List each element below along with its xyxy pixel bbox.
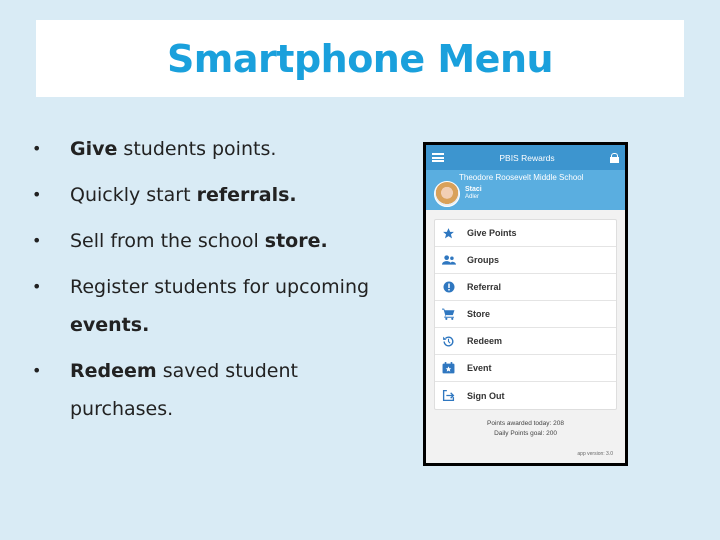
points-today: Points awarded today: 208 — [487, 420, 564, 427]
menu-item-label: Store — [467, 309, 491, 319]
menu-item-event[interactable] — [435, 355, 616, 382]
bullet-dot: • — [32, 231, 42, 250]
phone-screen — [426, 145, 625, 463]
menu-item-label: Event — [467, 363, 492, 373]
menu-item-give-points[interactable] — [435, 220, 616, 247]
bullet-list — [32, 130, 402, 436]
bullet-dot: • — [32, 185, 42, 204]
title-box — [36, 20, 684, 97]
cart-icon — [441, 307, 456, 322]
avatar — [434, 181, 460, 207]
menu-item-label: Redeem — [467, 336, 503, 346]
school-name: Theodore Roosevelt Middle School — [459, 173, 584, 182]
slide-title: Smartphone Menu — [166, 36, 554, 81]
points-stats — [426, 419, 625, 439]
bullet-dot: • — [32, 139, 42, 158]
menu-item-redeem[interactable] — [435, 328, 616, 355]
menu-item-store[interactable] — [435, 301, 616, 328]
hamburger-menu-icon[interactable] — [432, 153, 444, 162]
menu-item-label: Give Points — [467, 228, 517, 238]
event-icon — [441, 361, 456, 376]
groups-icon — [441, 253, 456, 268]
star-icon — [441, 226, 456, 241]
bullet-give-points: • Give students points. — [32, 130, 402, 168]
daily-goal: Daily Points goal: 200 — [494, 430, 557, 437]
profile-header — [426, 170, 625, 210]
menu-item-label: Referral — [467, 282, 502, 292]
app-bar — [426, 145, 625, 170]
user-last-name: Adler — [465, 194, 480, 200]
alert-icon — [441, 280, 456, 295]
user-first-name: Staci — [465, 186, 482, 193]
bullet-store: • Sell from the school store. — [32, 222, 402, 260]
menu-item-label: Sign Out — [467, 390, 505, 401]
bullet-referrals: • Quickly start referrals. — [32, 176, 402, 214]
app-title: PBIS Rewards — [499, 152, 555, 163]
phone-screenshot — [423, 142, 628, 466]
menu-item-referral[interactable] — [435, 274, 616, 301]
menu-card — [434, 219, 617, 410]
lock-icon[interactable] — [610, 153, 619, 163]
bullet-dot: • — [32, 361, 42, 380]
sign-out-icon — [441, 388, 456, 403]
bullet-events: • Register students for upcoming events. — [32, 268, 402, 344]
bullet-dot: • — [32, 277, 42, 296]
history-icon — [441, 334, 456, 349]
bullet-redeem: • Redeem saved student purchases. — [32, 352, 402, 428]
menu-item-sign-out[interactable] — [435, 382, 616, 409]
menu-item-groups[interactable] — [435, 247, 616, 274]
menu-item-label: Groups — [467, 255, 500, 265]
app-version: app version: 3.0 — [577, 451, 613, 457]
